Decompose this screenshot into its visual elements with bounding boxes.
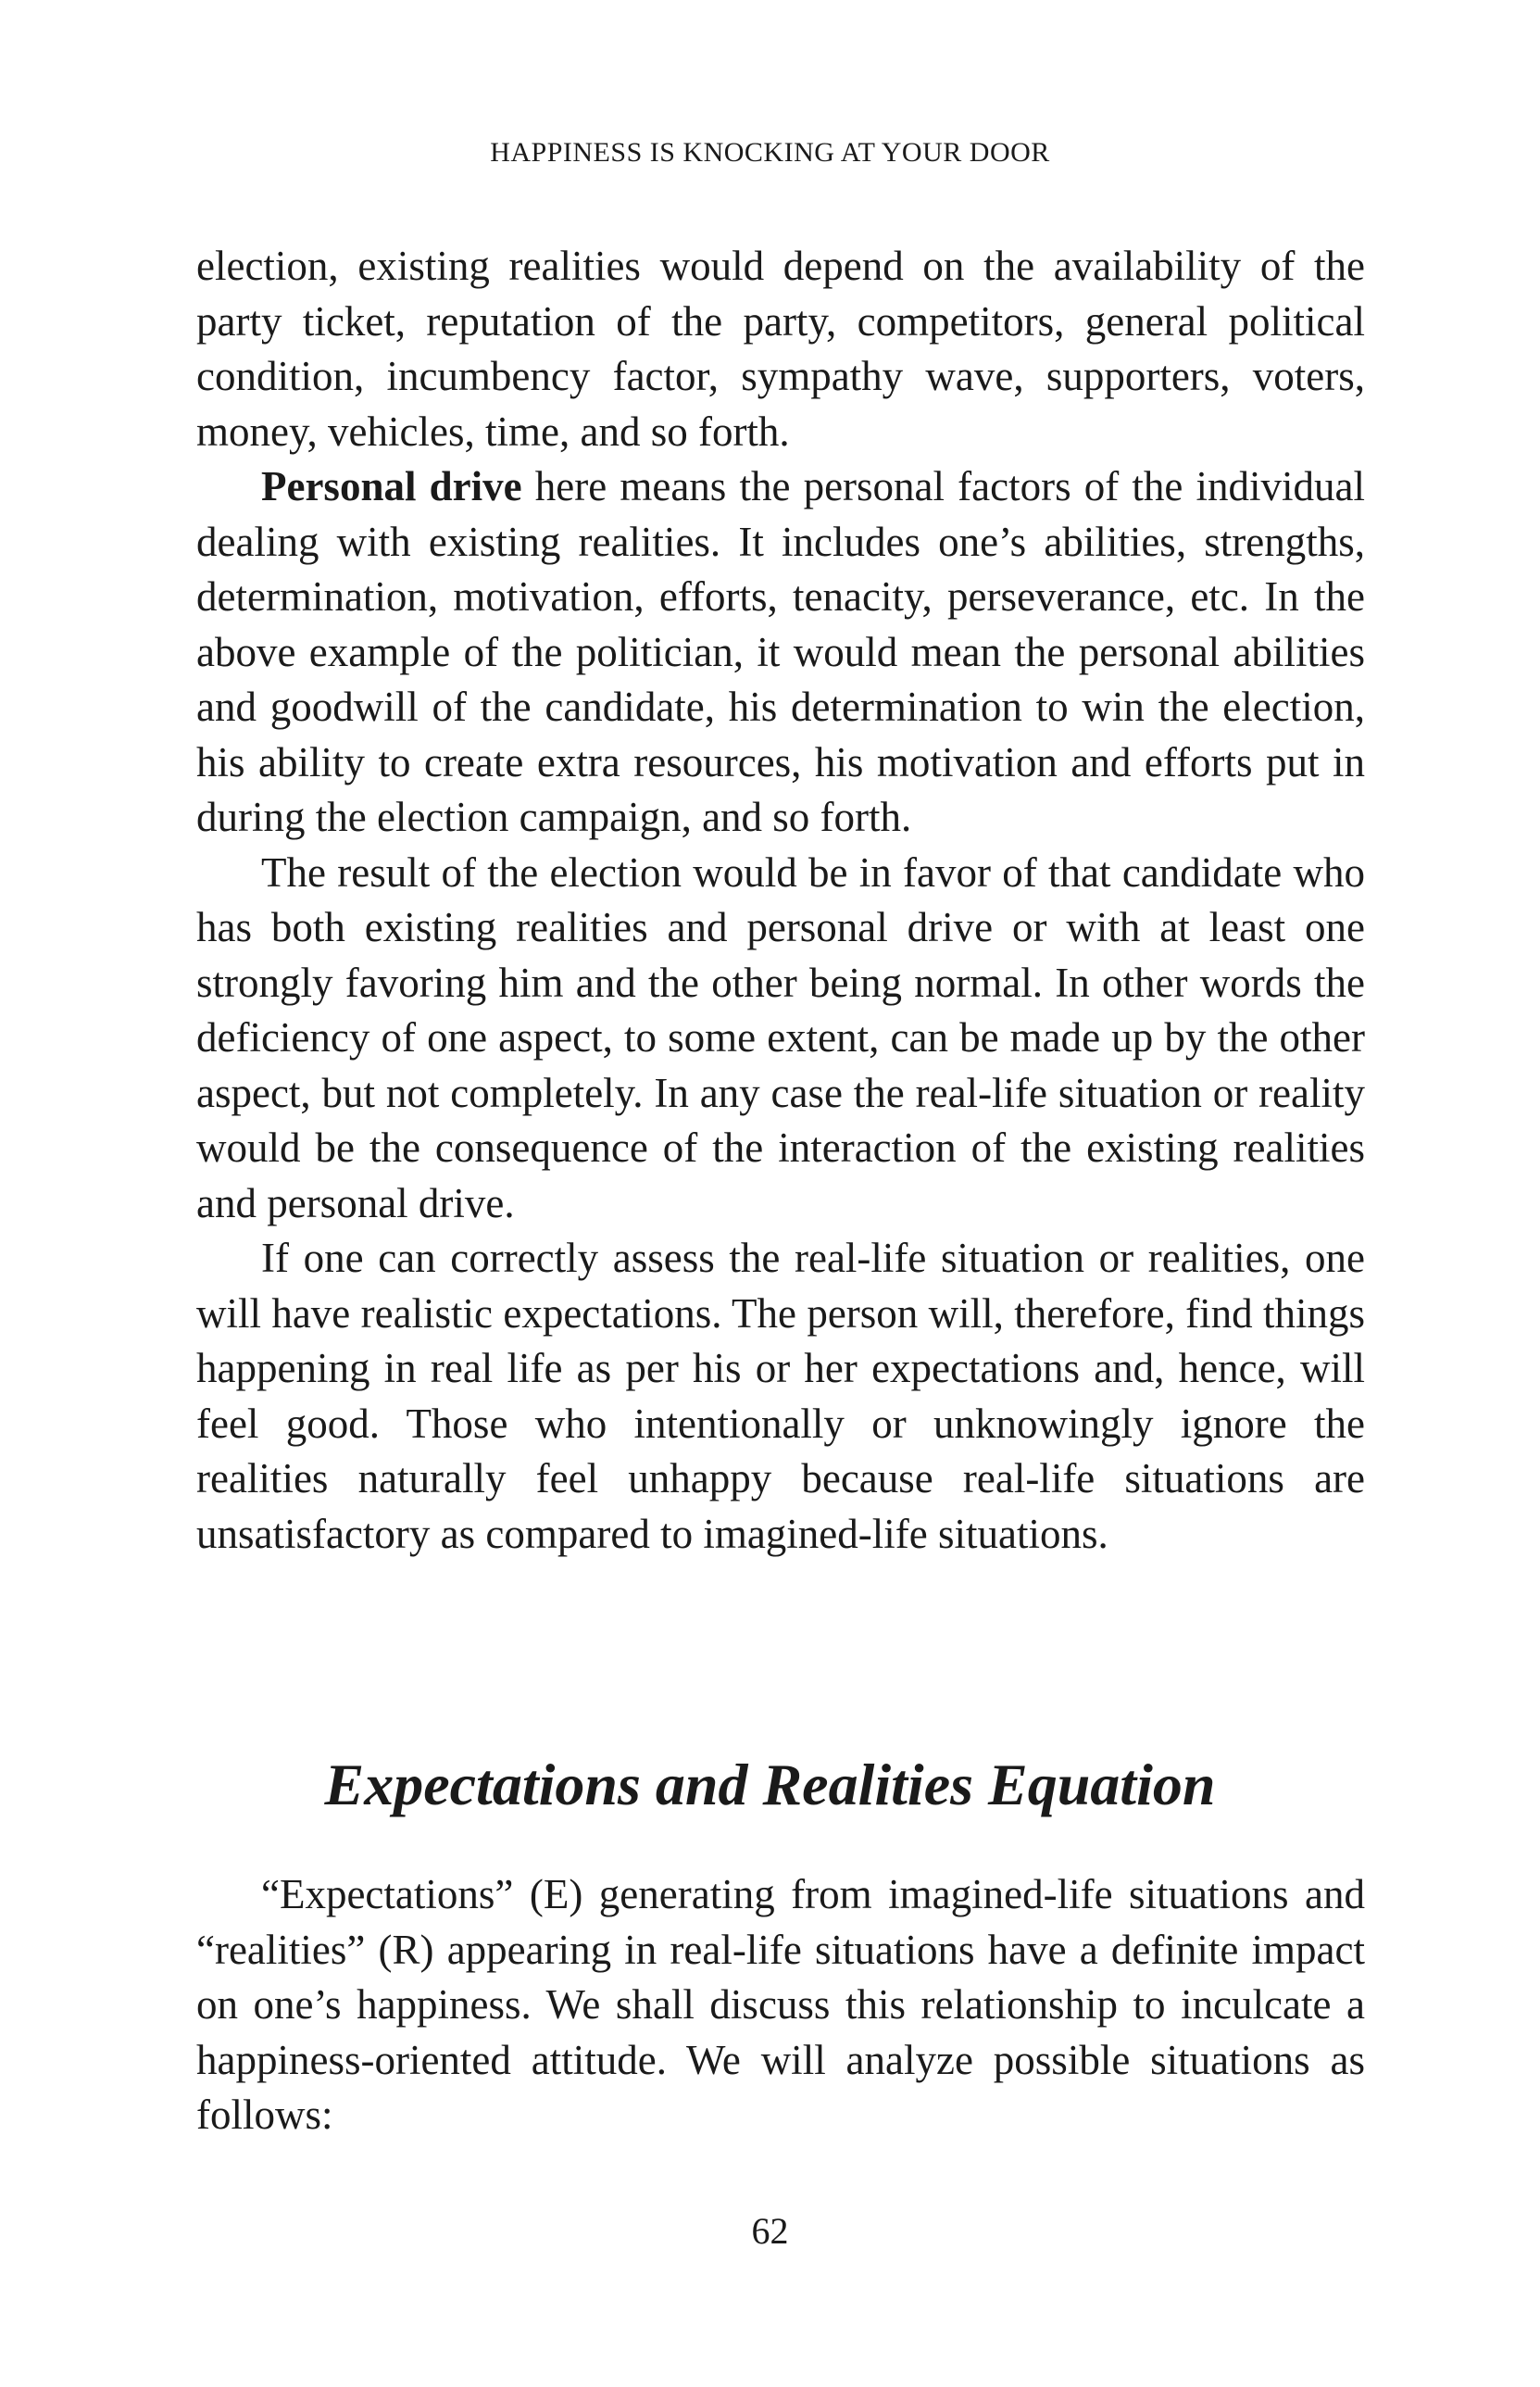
paragraph: “Expectations” (E) generating from imagined-life situations and “realities” (R) appearing in real-life situations have a definite impact on one’s happiness. We shall discuss this relationship to inculcate a happiness-oriented attitude. We will analyze possible situations as follows: [196, 1871, 1365, 2138]
body-text [196, 239, 1365, 1562]
page-number: 62 [751, 2210, 789, 2252]
paragraph-text: here means the personal factors of the individual dealing with existing realities. It includes one’s abilities, strengths, determination, motivation, efforts, tenacity, perseverance, etc. In the above example of the politician, it would mean the personal abilities and goodwill of the candidate, his determination to win the election, his ability to create extra resources, his motivation and efforts put in during the election campaign, and so forth. [196, 463, 1365, 840]
run-in-term: Personal drive [261, 463, 522, 509]
paragraph: If one can correctly assess the real-life situation or realities, one will have realistic expectations. The person will, therefore, find things happening in real life as per his or her expectations and, hence, will feel good. Those who intentionally or unknowingly ignore the realities naturally feel unhappy because real-life situations are unsatisfactory as compared to imagined-life situations. [196, 1235, 1365, 1557]
section-heading: Expectations and Realities Equation [324, 1752, 1216, 1817]
paragraph: The result of the election would be in favor of that candidate who has both existing realities and personal drive or with at least one strongly favoring him and the other being normal. In other words the deficiency of one aspect, to some extent, can be made up by the other aspect, but not completely. In any case the real-life situation or reality would be the consequence of the interaction of the existing realities and personal drive. [196, 848, 1365, 1226]
section-body-text [196, 1867, 1365, 2143]
paragraph [196, 459, 1365, 846]
running-head: HAPPINESS IS KNOCKING AT YOUR DOOR [490, 137, 1050, 168]
paragraph: election, existing realities would depend on the availability of the party ticket, reputation of the party, competitors, general political condition, incumbency factor, sympathy wave, supporters, voters, money, vehicles, time, and so forth. [196, 243, 1365, 455]
